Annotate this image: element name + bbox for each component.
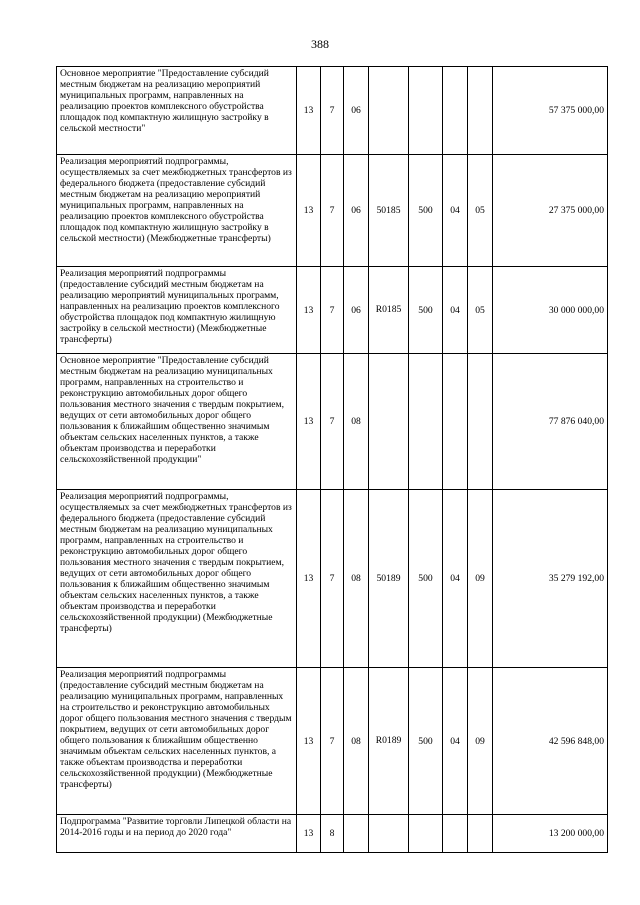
cell-c1: 13 [297,155,321,267]
cell-c5: 500 [409,155,443,267]
cell-c6: 04 [443,267,468,354]
cell-c1: 13 [297,267,321,354]
table-row [57,490,608,668]
cell-target [369,815,409,853]
row-description: Реализация мероприятий подпрограммы, осуществляемых за счет межбюджетных трансфертов из федерального бюджета (предоставление субсидий местным бюджетам на реализацию муниципальных программ, направленных на строительство и реконструкцию автомобильных дорог общего пользования местного значения с твердым покрытием, ведущих от сети автомобильных дорог общего пользования к ближайшим общественно значимым объектам сельских населенных пунктов, а также объектам производства и переработки сельскохозяйственной продукции) (Межбюджетные трансферты) [57,490,297,668]
table-row [57,668,608,815]
cell-c3: 08 [344,490,369,668]
cell-c3: 06 [344,267,369,354]
cell-c6 [443,67,468,155]
cell-amount: 42 596 848,00 [493,668,608,815]
cell-c6: 04 [443,490,468,668]
cell-c6 [443,354,468,490]
cell-c5: 500 [409,668,443,815]
cell-c2: 8 [321,815,344,853]
cell-target: R0185 [369,267,409,354]
cell-c2: 7 [321,490,344,668]
cell-c7 [468,67,493,155]
cell-c7: 09 [468,490,493,668]
table-row [57,267,608,354]
table-row [57,354,608,490]
cell-c7 [468,354,493,490]
cell-c2: 7 [321,354,344,490]
cell-c5 [409,815,443,853]
cell-target [369,67,409,155]
row-description: Подпрограмма "Развитие торговли Липецкой области на 2014-2016 годы и на период до 2020 года" [57,815,297,853]
cell-c7 [468,815,493,853]
cell-c1: 13 [297,815,321,853]
row-description: Реализация мероприятий подпрограммы (предоставление субсидий местным бюджетам на реализацию мероприятий муниципальных программ, направленных на реализацию проектов комплексного обустройства площадок под компактную жилищную застройку в сельской местности) (Межбюджетные трансферты) [57,267,297,354]
cell-c5 [409,67,443,155]
cell-c5 [409,354,443,490]
budget-table [56,66,608,853]
cell-c3 [344,815,369,853]
cell-target: 50185 [369,155,409,267]
table-row [57,67,608,155]
cell-c1: 13 [297,354,321,490]
row-description: Основное мероприятие "Предоставление субсидий местным бюджетам на реализацию муниципальных программ, направленных на строительство и реконструкцию автомобильных дорог общего пользования местного значения с твердым покрытием, ведущих от сети автомобильных дорог общего пользования к ближайшим общественно значимым объектам сельских населенных пунктов, а также объектам производства и переработки сельскохозяйственной продукции" [57,354,297,490]
cell-c3: 08 [344,354,369,490]
cell-c3: 06 [344,155,369,267]
cell-c1: 13 [297,668,321,815]
cell-c6: 04 [443,668,468,815]
cell-c2: 7 [321,668,344,815]
cell-amount: 35 279 192,00 [493,490,608,668]
cell-c1: 13 [297,490,321,668]
cell-c7: 05 [468,267,493,354]
cell-amount: 27 375 000,00 [493,155,608,267]
cell-target: R0189 [369,668,409,815]
cell-c6: 04 [443,155,468,267]
cell-c6 [443,815,468,853]
cell-target [369,354,409,490]
table-row [57,155,608,267]
cell-c5: 500 [409,490,443,668]
table-row [57,815,608,853]
cell-c3: 08 [344,668,369,815]
cell-c2: 7 [321,67,344,155]
cell-target: 50189 [369,490,409,668]
row-description: Реализация мероприятий подпрограммы (предоставление субсидий местным бюджетам на реализацию муниципальных программ, направленных на строительство и реконструкцию автомобильных дорог общего пользования местного значения с твердым покрытием, ведущих от сети автомобильных дорог общего пользования к ближайшим общественно значимым объектам сельских населенных пунктов, а также объектам производства и переработки сельскохозяйственной продукции) (Межбюджетные трансферты) [57,668,297,815]
cell-amount: 30 000 000,00 [493,267,608,354]
page-number: 388 [311,37,329,51]
cell-c5: 500 [409,267,443,354]
cell-amount: 13 200 000,00 [493,815,608,853]
cell-amount: 77 876 040,00 [493,354,608,490]
cell-c7: 05 [468,155,493,267]
cell-c1: 13 [297,67,321,155]
cell-c2: 7 [321,155,344,267]
cell-c2: 7 [321,267,344,354]
row-description: Реализация мероприятий подпрограммы, осуществляемых за счет межбюджетных трансфертов из федерального бюджета (предоставление субсидий местным бюджетам на реализацию мероприятий муниципальных программ, направленных на реализацию проектов комплексного обустройства площадок под компактную жилищную застройку в сельской местности) (Межбюджетные трансферты) [57,155,297,267]
cell-c7: 09 [468,668,493,815]
cell-amount: 57 375 000,00 [493,67,608,155]
row-description: Основное мероприятие "Предоставление субсидий местным бюджетам на реализацию мероприятий муниципальных программ, направленных на реализацию проектов комплексного обустройства площадок под компактную жилищную застройку в сельской местности" [57,67,297,155]
cell-c3: 06 [344,67,369,155]
